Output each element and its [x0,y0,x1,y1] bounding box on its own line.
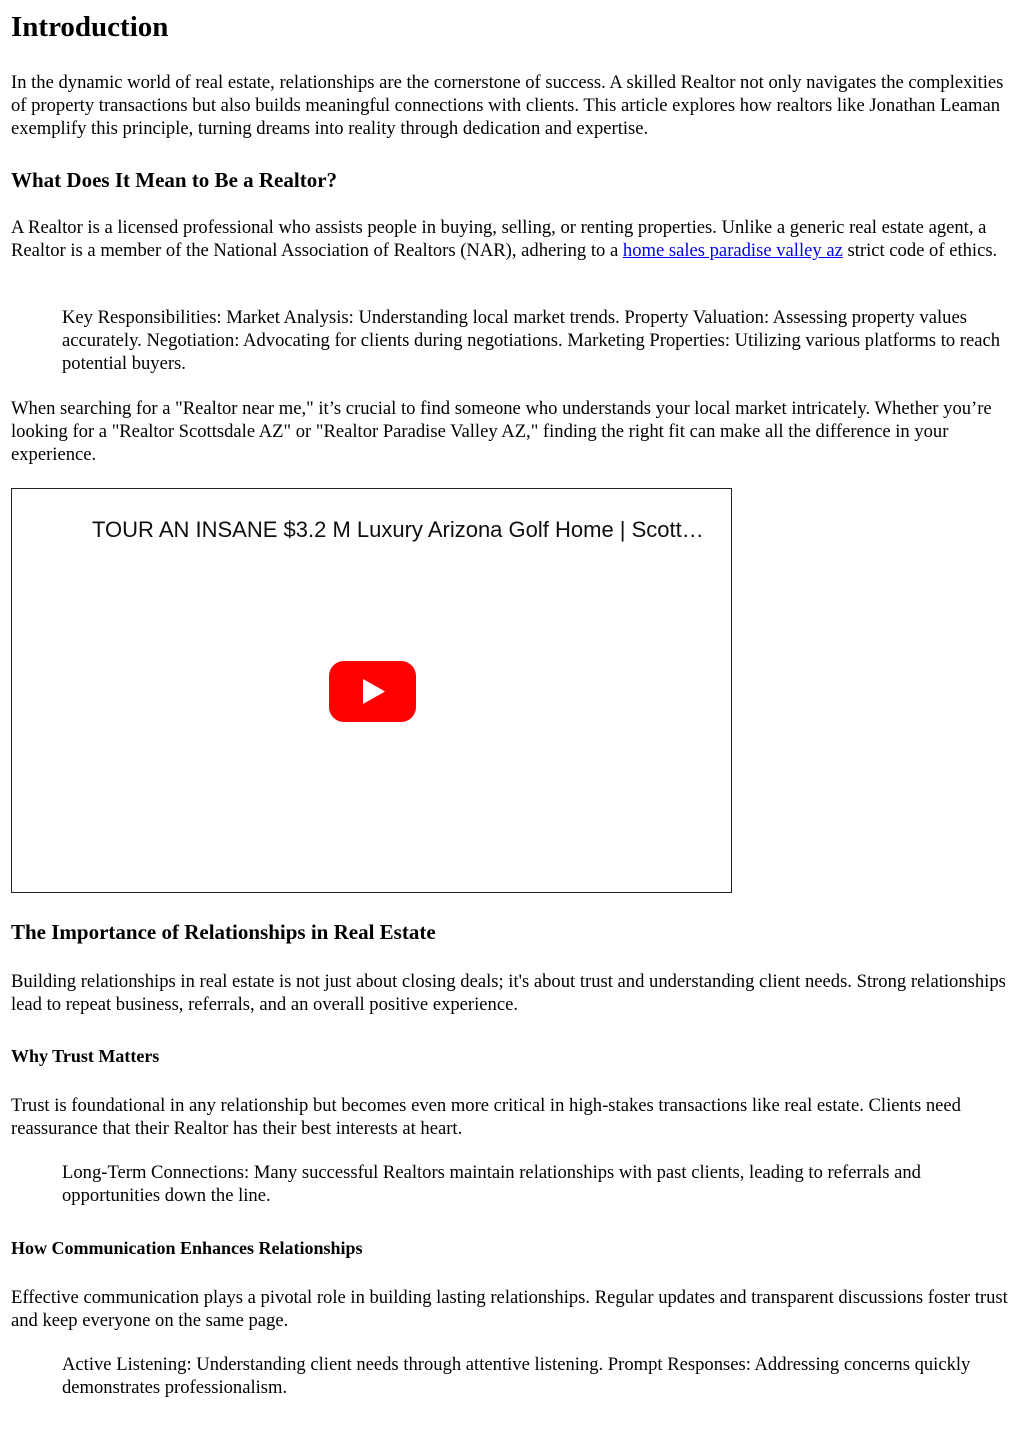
search-paragraph: When searching for a "Realtor near me," it’s crucial to find someone who understands your local market intricately. Whether you’re looking for a "Realtor Scottsdale AZ" or "Realtor Paradise Valley AZ," finding the right fit can make all the difference in your experience. [11,398,992,466]
video-embed[interactable] [11,488,732,893]
trust-paragraph: Trust is foundational in any relationship but becomes even more critical in high-stakes transactions like real estate. Clients need reassurance that their Realtor has their best interests at heart. [11,1095,961,1140]
listening-quote: Active Listening: Understanding client needs through attentive listening. Prompt Responses: Addressing concerns quickly demonstrates professionalism. [62,1354,971,1399]
heading-introduction: Introduction [11,11,169,43]
heading-why-trust: Why Trust Matters [11,1046,160,1066]
home-sales-link[interactable]: home sales paradise valley az [622,240,843,262]
intro-paragraph: In the dynamic world of real estate, relationships are the cornerstone of success. A skilled Realtor not only navigates the complexities of property transactions but also builds meaningful connections with clients. This article explores how realtors like Jonathan Leaman exemplify this principle, turning dreams into reality through dedication and expertise. [11,72,1004,140]
youtube-play-icon[interactable] [329,661,416,722]
importance-paragraph: Building relationships in real estate is not just about closing deals; it's about trust and understanding client needs. Strong relationships lead to repeat business, referrals, and an overall positive experience. [11,971,1006,1016]
heading-communication: How Communication Enhances Relationships [11,1238,363,1258]
realtor-text-after: strict code of ethics. [842,240,998,262]
heading-importance: The Importance of Relationships in Real Estate [11,920,436,944]
video-title[interactable]: TOUR AN INSANE $3.2 M Luxury Arizona Golf Home | Scott… [92,517,704,542]
realtor-text-before: A Realtor is a licensed professional who assists people in buying, selling, or renting properties. Unlike a generic real estate agent, a Realtor is a member of the National Association of Realtors (NAR), adhering to a [11,217,987,262]
long-term-quote: Long-Term Connections: Many successful Realtors maintain relationships with past clients, leading to referrals and opportunities down the line. [62,1162,921,1207]
responsibilities-quote: Key Responsibilities: Market Analysis: Understanding local market trends. Property Valuation: Assessing property values accurately. Negotiation: Advocating for clients during negotiations. Marketing Properties: Utilizing various platforms to reach potential buyers. [62,307,1001,375]
heading-what-is-realtor: What Does It Mean to Be a Realtor? [11,168,338,192]
realtor-paragraph [11,216,1013,262]
communication-paragraph: Effective communication plays a pivotal role in building lasting relationships. Regular updates and transparent discussions foster trust and keep everyone on the same page. [11,1287,1008,1332]
